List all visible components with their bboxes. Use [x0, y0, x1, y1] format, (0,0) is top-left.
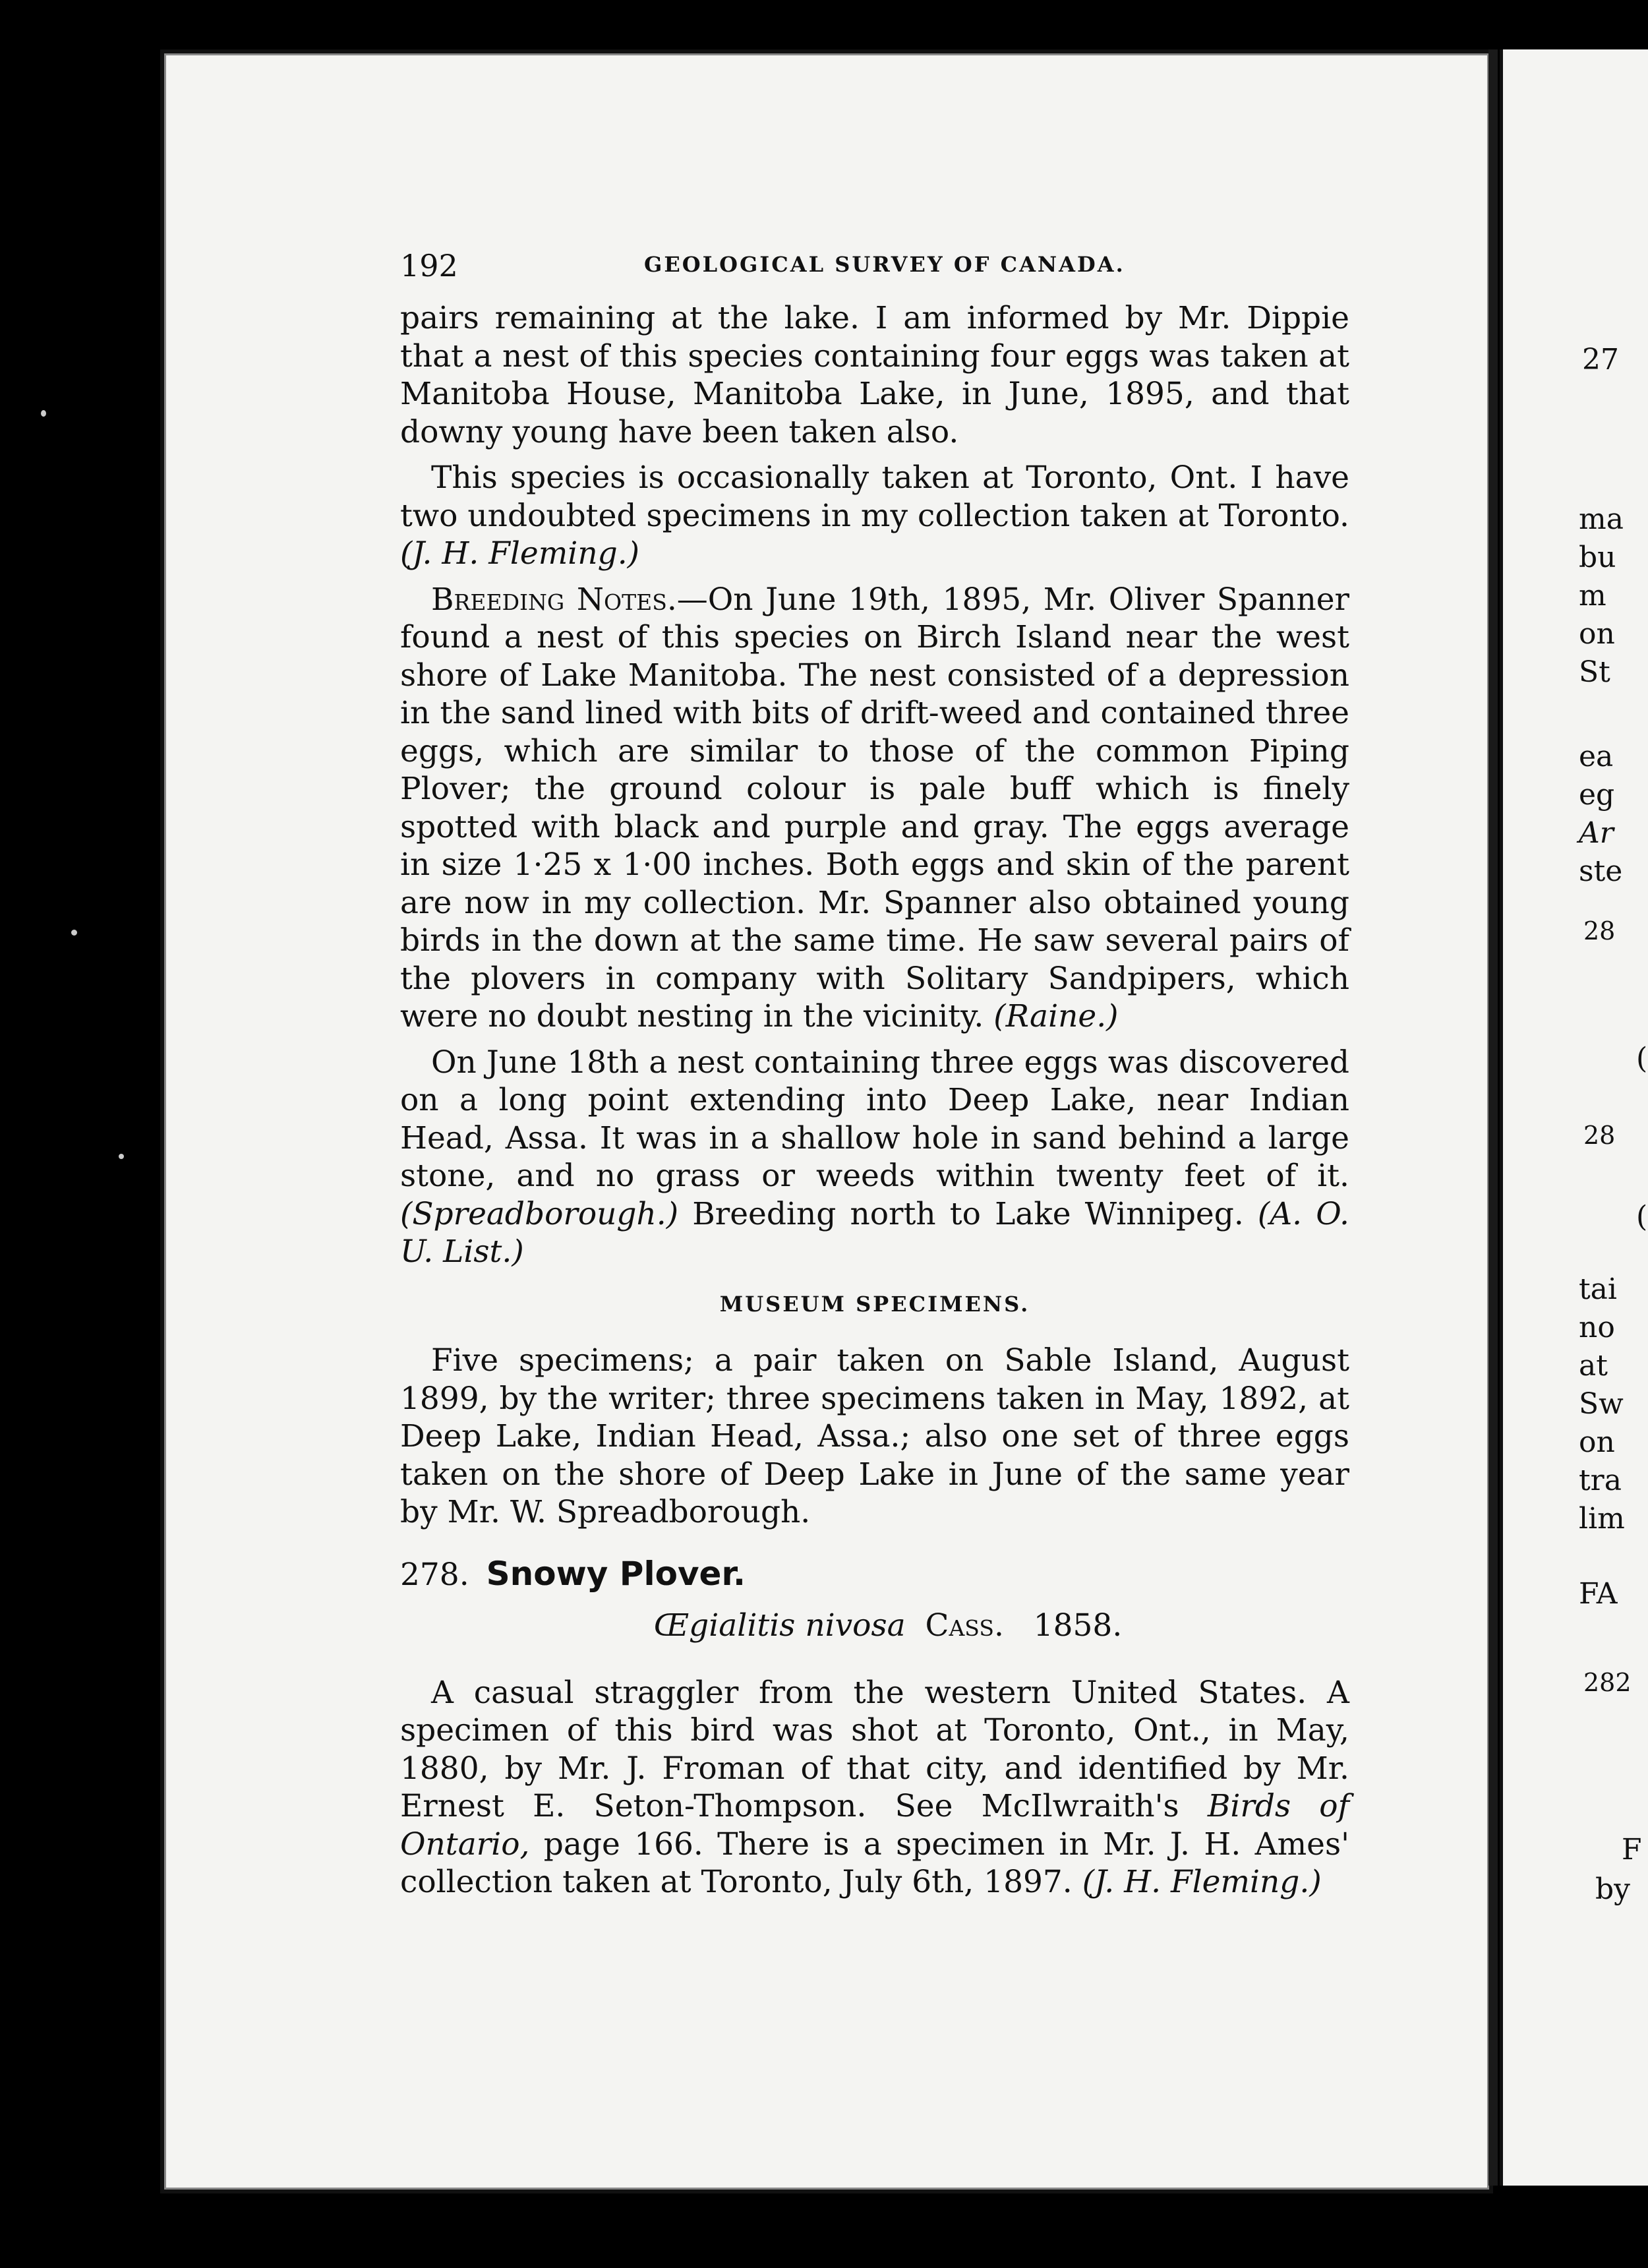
citation: (A. O. U. List.)	[400, 1195, 1349, 1270]
right-fragment: ma	[1579, 502, 1624, 536]
page-number: 192	[400, 248, 458, 284]
right-fragment: on	[1579, 617, 1615, 651]
right-fragment: eg	[1579, 778, 1615, 812]
paragraph-breeding-notes: Breeding Notes.—On June 19th, 1895, Mr. Oliver Spanner found a nest of this species on Birch Island near the west shore of Lake Manitoba. The nest consisted of a depression in the sand lined with bits of drift-weed and contained three eggs, which are similar to those of the common Piping Plover; the ground colour is pale buff which is finely spotted with black and purple and gray. The eggs average in size 1·25 x 1·00 inches. Both eggs and skin of the parent are now in my collection. Mr. Spanner also obtained young birds in the down at the same time. He saw several pairs of the plovers in company with Solitary Sandpipers, which were no doubt nesting in the vicinity. (Raine.)	[400, 581, 1349, 1034]
right-fragment: tai	[1579, 1272, 1617, 1306]
scientific-name-line	[400, 1607, 1349, 1645]
paragraph-museum: Five specimens; a pair taken on Sable Island, August 1899, by the writer; three specimens taken in May, 1892, at Deep Lake, Indian Head, Assa.; also one set of three eggs taken on the shore of Deep Lake in June of the same year by Mr. W. Spreadborough.	[400, 1342, 1349, 1530]
scan-speck	[41, 410, 46, 417]
right-fragment: by	[1595, 1872, 1631, 1906]
right-fragment: St	[1579, 655, 1610, 689]
right-fragment: lim	[1579, 1502, 1625, 1536]
year: 1858.	[1033, 1607, 1123, 1644]
right-fragment: ste	[1579, 854, 1623, 888]
author: Cass.	[925, 1607, 1004, 1644]
species-heading	[400, 1555, 1349, 1594]
right-fragment: no	[1579, 1311, 1615, 1344]
running-title: GEOLOGICAL SURVEY OF CANADA.	[644, 252, 1125, 277]
scientific-name: Œgialitis nivosa	[653, 1607, 906, 1644]
museum-specimens-heading: MUSEUM SPECIMENS.	[719, 1291, 1030, 1317]
right-fragment: on	[1579, 1425, 1615, 1459]
book-title: Birds of Ontario,	[400, 1788, 1349, 1863]
scan-speck	[119, 1154, 124, 1159]
species-name: Snowy Plover.	[486, 1554, 746, 1593]
right-fragment: bu	[1579, 541, 1616, 574]
right-fragment: ea	[1579, 740, 1614, 773]
species-number: 278.	[400, 1556, 469, 1593]
right-fragment: tra	[1579, 1464, 1622, 1497]
citation: (Raine.)	[993, 998, 1119, 1034]
right-fragment: F	[1622, 1833, 1642, 1866]
right-fragment: 28	[1583, 916, 1616, 945]
breeding-notes-lead: Breeding Notes.	[431, 581, 677, 618]
right-fragment: at	[1579, 1349, 1608, 1383]
right-fragment: Sw	[1579, 1387, 1624, 1421]
paragraph-4: On June 18th a nest containing three eggs was discovered on a long point extending into Deep Lake, near Indian Head, Assa. It was in a shallow hole in sand behind a large stone, and no grass or weeds within twenty feet of it. (Spreadborough.) Breeding north to Lake Winnipeg. (A. O. U. List.)	[400, 1044, 1349, 1270]
right-fragment: FA	[1579, 1577, 1618, 1611]
running-head	[400, 248, 1349, 285]
right-fragment: 282	[1583, 1668, 1632, 1697]
right-fragment: (	[1636, 1042, 1648, 1075]
paragraph-snowy-plover: A casual straggler from the western United States. A specimen of this bird was shot at Toronto, Ont., in May, 1880, by Mr. J. Froman of that city, and identified by Mr. Ernest E. Seton-Thompson. See McIlwraith's Birds of Ontario, page 166. There is a specimen in Mr. J. H. Ames' collection taken at Toronto, July 6th, 1897. (J. H. Fleming.)	[400, 1674, 1349, 1900]
citation: (J. H. Fleming.)	[1082, 1864, 1322, 1900]
page-body	[400, 299, 1349, 1909]
right-fragment: 28	[1583, 1121, 1616, 1150]
paragraph-1: pairs remaining at the lake. I am informed by Mr. Dippie that a nest of this species containing four eggs was taken at Manitoba House, Manitoba Lake, in June, 1895, and that downy young have been taken also.	[400, 300, 1349, 450]
right-fragment: m	[1579, 579, 1606, 612]
right-fragment: 27	[1582, 343, 1619, 376]
right-fragment: (	[1636, 1200, 1648, 1234]
citation: (J. H. Fleming.)	[400, 535, 639, 572]
paragraph-2: This species is occasionally taken at Toronto, Ont. I have two undoubted specimens in my collection taken at Toronto. (J. H. Fleming.)	[400, 460, 1349, 572]
citation: (Spreadborough.)	[400, 1195, 679, 1232]
right-fragment: Ar	[1579, 816, 1614, 850]
page-gutter	[1488, 49, 1498, 2186]
scan-speck	[71, 930, 77, 936]
